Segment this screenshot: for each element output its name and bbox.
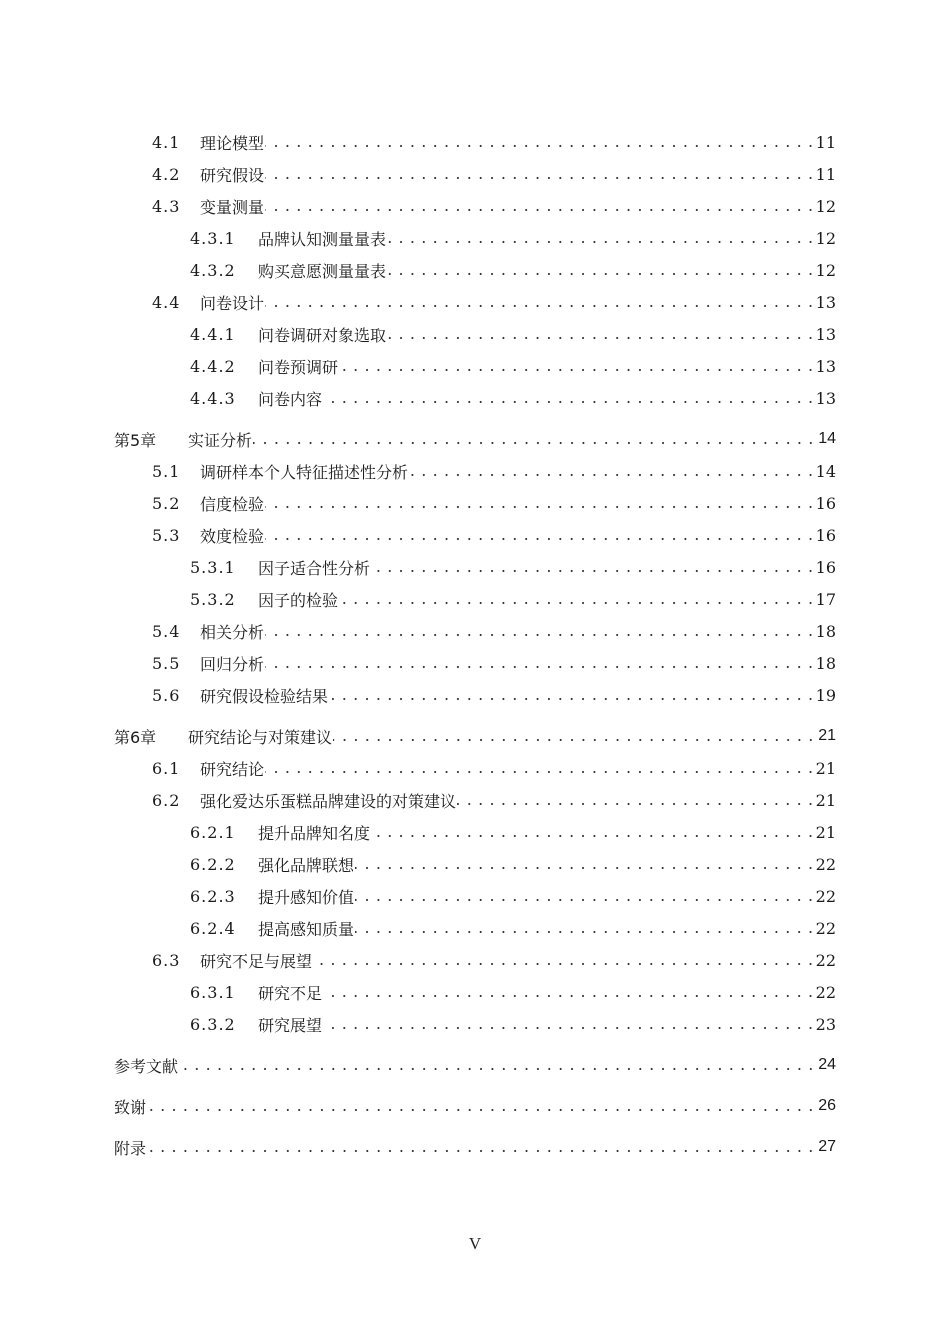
toc-entry-number: 6.3.2 xyxy=(190,1014,236,1034)
toc-entry-title: 研究假设检验结果 xyxy=(200,686,329,706)
dot-leader xyxy=(323,982,814,1002)
toc-entry-title: 问卷设计 xyxy=(200,293,265,313)
dot-leader xyxy=(409,461,814,481)
toc-entry-title: 调研样本个人特征描述性分析 xyxy=(200,462,409,482)
toc-entry-number: 6.1 xyxy=(152,758,181,778)
toc-entry-title: 提升品牌知名度 xyxy=(258,823,371,843)
toc-entry-level-2[interactable] xyxy=(114,615,836,647)
toc-entry-page: 13 xyxy=(815,324,836,344)
dot-leader xyxy=(371,822,814,842)
dot-leader xyxy=(323,1014,814,1034)
toc-entry-level-3[interactable] xyxy=(114,551,836,583)
table-of-contents xyxy=(114,126,836,1163)
toc-entry-number: 6.2 xyxy=(152,790,181,810)
toc-entry-number: 4.3.2 xyxy=(190,260,236,280)
toc-entry-title: 参考文献 xyxy=(114,1056,179,1076)
toc-entry-title: 实证分析 xyxy=(188,430,253,450)
toc-entry-title: 因子适合性分析 xyxy=(258,558,371,578)
toc-entry-level-3[interactable] xyxy=(114,816,836,848)
toc-entry-title: 研究不足 xyxy=(258,983,323,1003)
toc-entry-page: 16 xyxy=(815,557,836,577)
toc-entry-page: 23 xyxy=(815,1014,836,1034)
dot-leader xyxy=(147,1137,814,1157)
toc-entry-page: 11 xyxy=(815,132,836,152)
toc-entry-title: 问卷内容 xyxy=(258,389,323,409)
toc-entry-number: 6.3 xyxy=(152,950,181,970)
dot-leader xyxy=(387,324,814,344)
toc-entry-level-2[interactable] xyxy=(114,944,836,976)
toc-entry-number: 第5章 xyxy=(114,430,157,450)
toc-entry-level-3[interactable] xyxy=(114,848,836,880)
toc-entry-page: 27 xyxy=(818,1138,836,1155)
toc-entry-page: 13 xyxy=(815,388,836,408)
toc-entry-title: 购买意愿测量量表 xyxy=(258,261,387,281)
toc-entry-page: 22 xyxy=(815,950,836,970)
toc-entry-level-2[interactable] xyxy=(114,455,836,487)
toc-entry-number: 6.2.4 xyxy=(190,918,236,938)
toc-entry-page: 14 xyxy=(815,461,836,481)
toc-entry-title: 强化爱达乐蛋糕品牌建设的对策建议 xyxy=(200,791,457,811)
toc-entry-level-2[interactable] xyxy=(114,647,836,679)
dot-leader xyxy=(457,790,814,810)
toc-entry-page: 21 xyxy=(815,790,836,810)
toc-entry-page: 18 xyxy=(815,621,836,641)
dot-leader xyxy=(265,493,814,513)
toc-entry-page: 18 xyxy=(815,653,836,673)
toc-entry-title: 附录 xyxy=(114,1138,147,1158)
toc-entry-number: 4.3.1 xyxy=(190,228,236,248)
dot-leader xyxy=(265,164,814,184)
toc-entry-title: 理论模型 xyxy=(200,133,265,153)
toc-entry-number: 4.4.3 xyxy=(190,388,236,408)
toc-entry-level-1[interactable] xyxy=(114,1131,836,1163)
toc-entry-level-2[interactable] xyxy=(114,487,836,519)
toc-entry-level-3[interactable] xyxy=(114,350,836,382)
toc-entry-number: 5.6 xyxy=(152,685,181,705)
toc-entry-number: 6.3.1 xyxy=(190,982,236,1002)
toc-entry-level-1[interactable] xyxy=(114,720,836,752)
dot-leader xyxy=(387,228,814,248)
toc-entry-page: 16 xyxy=(815,493,836,513)
toc-entry-number: 4.3 xyxy=(152,196,181,216)
dot-leader xyxy=(265,653,814,673)
toc-entry-title: 提高感知质量 xyxy=(258,919,355,939)
dot-leader xyxy=(355,854,814,874)
toc-entry-number: 第6章 xyxy=(114,727,157,747)
page-number-footer: V xyxy=(468,1234,482,1253)
dot-leader xyxy=(265,525,814,545)
toc-entry-title: 相关分析 xyxy=(200,622,265,642)
toc-entry-number: 4.4 xyxy=(152,292,181,312)
toc-entry-number: 4.2 xyxy=(152,164,181,184)
toc-entry-page: 22 xyxy=(815,854,836,874)
toc-entry-number: 5.3 xyxy=(152,525,181,545)
toc-entry-title: 信度检验 xyxy=(200,494,265,514)
toc-entry-page: 21 xyxy=(818,727,836,744)
toc-entry-page: 11 xyxy=(815,164,836,184)
toc-entry-title: 研究假设 xyxy=(200,165,265,185)
toc-entry-number: 6.2.2 xyxy=(190,854,236,874)
dot-leader xyxy=(265,292,814,312)
dot-leader xyxy=(333,726,814,746)
toc-entry-page: 14 xyxy=(818,430,836,447)
dot-leader xyxy=(147,1096,814,1116)
dot-leader xyxy=(339,356,814,376)
toc-entry-page: 12 xyxy=(815,260,836,280)
toc-entry-level-2[interactable] xyxy=(114,158,836,190)
toc-entry-level-2[interactable] xyxy=(114,679,836,711)
toc-entry-number: 5.3.2 xyxy=(190,589,236,609)
dot-leader xyxy=(265,132,814,152)
toc-entry-title: 变量测量 xyxy=(200,197,265,217)
toc-entry-level-3[interactable] xyxy=(114,880,836,912)
toc-entry-title: 研究结论与对策建议 xyxy=(188,727,333,747)
toc-entry-title: 致谢 xyxy=(114,1097,147,1117)
toc-entry-title: 提升感知价值 xyxy=(258,887,355,907)
toc-entry-level-2[interactable] xyxy=(114,286,836,318)
toc-entry-title: 研究结论 xyxy=(200,759,265,779)
toc-entry-number: 5.4 xyxy=(152,621,181,641)
dot-leader xyxy=(313,950,814,970)
toc-entry-level-3[interactable] xyxy=(114,222,836,254)
toc-entry-number: 4.1 xyxy=(152,132,181,152)
toc-entry-level-3[interactable] xyxy=(114,318,836,350)
toc-entry-page: 21 xyxy=(815,822,836,842)
toc-entry-level-3[interactable] xyxy=(114,583,836,615)
toc-entry-title: 效度检验 xyxy=(200,526,265,546)
toc-entry-number: 5.3.1 xyxy=(190,557,236,577)
toc-entry-number: 5.1 xyxy=(152,461,181,481)
toc-entry-level-3[interactable] xyxy=(114,976,836,1008)
toc-entry-page: 22 xyxy=(815,982,836,1002)
toc-entry-level-2[interactable] xyxy=(114,126,836,158)
toc-entry-title: 因子的检验 xyxy=(258,590,339,610)
toc-entry-page: 16 xyxy=(815,525,836,545)
toc-entry-page: 19 xyxy=(815,685,836,705)
toc-entry-number: 4.4.1 xyxy=(190,324,236,344)
toc-entry-level-3[interactable] xyxy=(114,254,836,286)
dot-leader xyxy=(339,589,814,609)
dot-leader xyxy=(265,621,814,641)
dot-leader xyxy=(387,260,814,280)
toc-entry-level-3[interactable] xyxy=(114,1008,836,1040)
toc-entry-level-3[interactable] xyxy=(114,912,836,944)
toc-entry-page: 22 xyxy=(815,886,836,906)
toc-entry-number: 5.5 xyxy=(152,653,181,673)
dot-leader xyxy=(355,918,814,938)
dot-leader xyxy=(371,557,814,577)
toc-entry-level-1[interactable] xyxy=(114,423,836,455)
toc-entry-level-2[interactable] xyxy=(114,752,836,784)
toc-entry-page: 13 xyxy=(815,292,836,312)
toc-entry-page: 13 xyxy=(815,356,836,376)
toc-entry-number: 6.2.1 xyxy=(190,822,236,842)
dot-leader xyxy=(265,196,814,216)
toc-entry-level-1[interactable] xyxy=(114,1090,836,1122)
toc-entry-level-2[interactable] xyxy=(114,784,836,816)
toc-entry-number: 5.2 xyxy=(152,493,181,513)
toc-entry-level-2[interactable] xyxy=(114,190,836,222)
toc-entry-title: 问卷预调研 xyxy=(258,357,339,377)
toc-entry-page: 22 xyxy=(815,918,836,938)
toc-entry-title: 研究展望 xyxy=(258,1015,323,1035)
dot-leader xyxy=(179,1055,814,1075)
toc-entry-level-2[interactable] xyxy=(114,519,836,551)
toc-entry-page: 12 xyxy=(815,228,836,248)
toc-entry-level-3[interactable] xyxy=(114,382,836,414)
toc-entry-level-1[interactable] xyxy=(114,1049,836,1081)
toc-entry-title: 强化品牌联想 xyxy=(258,855,355,875)
dot-leader xyxy=(265,758,814,778)
toc-entry-page: 17 xyxy=(815,589,836,609)
toc-entry-page: 12 xyxy=(815,196,836,216)
toc-entry-page: 26 xyxy=(818,1097,836,1114)
toc-entry-number: 4.4.2 xyxy=(190,356,236,376)
toc-entry-page: 21 xyxy=(815,758,836,778)
toc-entry-page: 24 xyxy=(818,1056,836,1073)
toc-entry-title: 回归分析 xyxy=(200,654,265,674)
toc-entry-title: 品牌认知测量量表 xyxy=(258,229,387,249)
toc-entry-title: 问卷调研对象选取 xyxy=(258,325,387,345)
dot-leader xyxy=(253,429,814,449)
dot-leader xyxy=(329,685,814,705)
toc-entry-title: 研究不足与展望 xyxy=(200,951,313,971)
dot-leader xyxy=(355,886,814,906)
toc-entry-number: 6.2.3 xyxy=(190,886,236,906)
dot-leader xyxy=(323,388,814,408)
